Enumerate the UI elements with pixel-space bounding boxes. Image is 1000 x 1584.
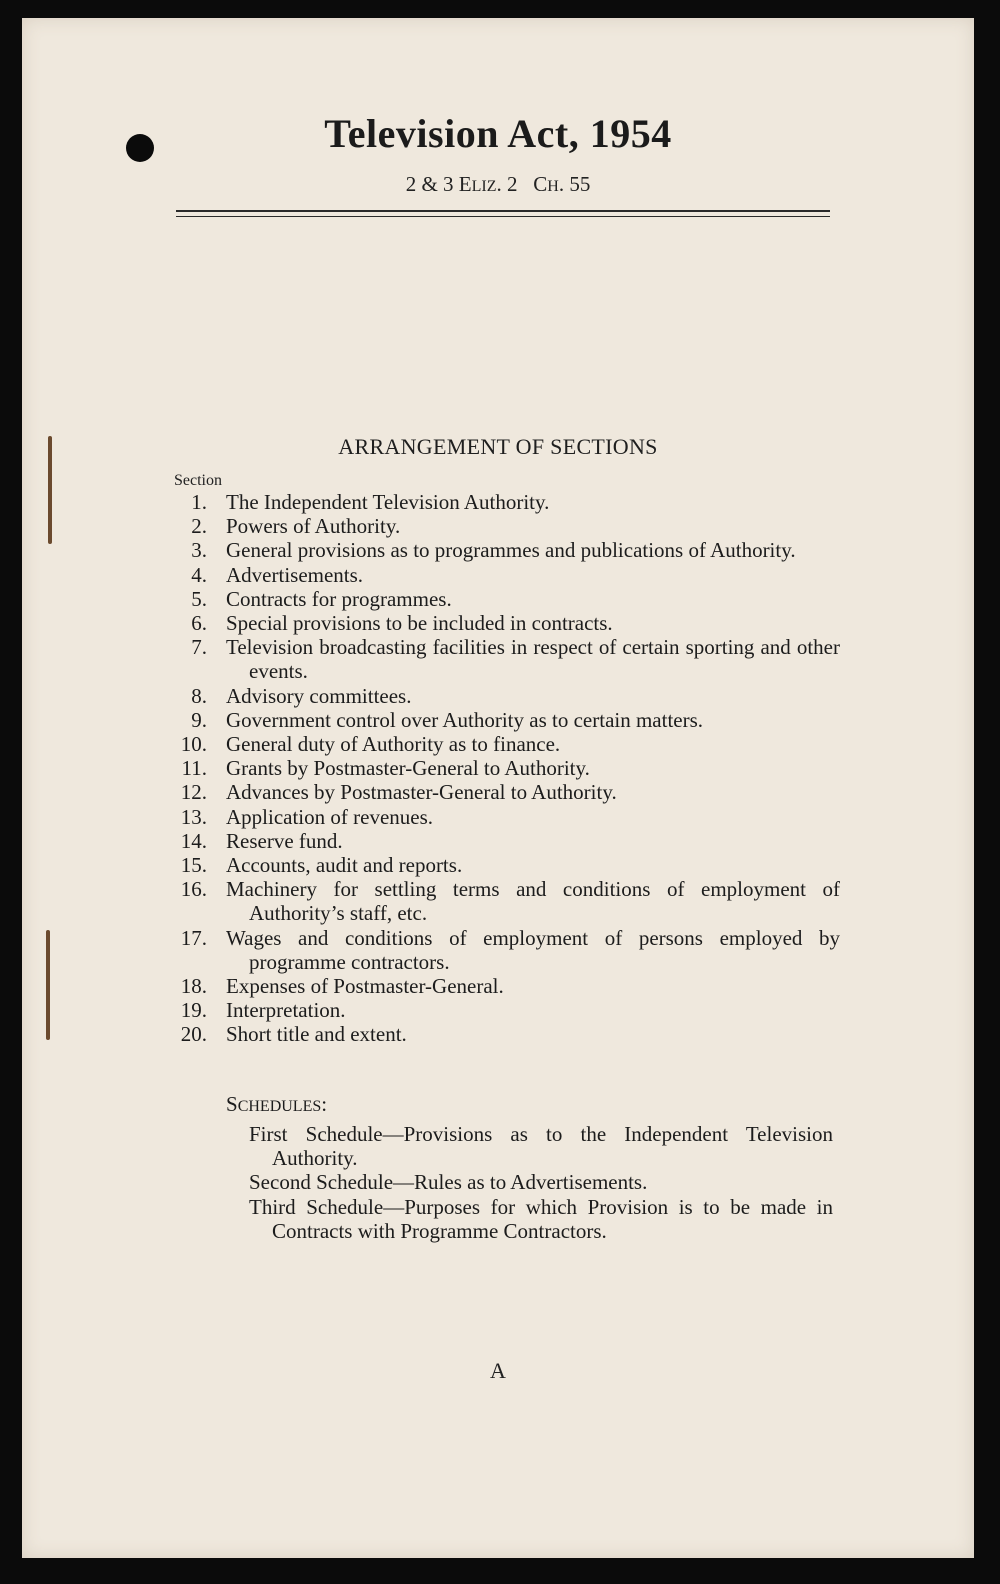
section-number: 2.	[191, 514, 207, 539]
section-title: Advisory committees.	[226, 683, 412, 708]
schedule-entry: Third Schedule—Purposes for which Provision is to be made in Contracts with Programme Contractors.	[249, 1194, 833, 1243]
section-number: 14.	[180, 828, 207, 853]
section-entry	[172, 587, 840, 611]
citation-part: H	[547, 178, 559, 195]
section-number: 11.	[181, 756, 207, 781]
section-title: Accounts, audit and reports.	[226, 853, 463, 878]
schedules-heading-part: CHEDULES	[237, 1098, 322, 1115]
section-title: General duty of Authority as to finance.	[226, 732, 561, 757]
section-entry	[172, 805, 840, 829]
title-rule	[176, 216, 830, 217]
schedules-heading-part: S	[226, 1092, 238, 1116]
citation-part: . 55	[558, 172, 591, 196]
citation-part: 2 & 3 E	[405, 172, 472, 196]
section-title: Special provisions to be included in contracts.	[226, 611, 613, 636]
section-entry	[172, 611, 840, 635]
section-entry	[172, 708, 840, 732]
section-title: Contracts for programmes.	[226, 586, 452, 611]
section-number: 8.	[191, 683, 207, 708]
schedules-heading-part: :	[321, 1092, 328, 1116]
document-title: Television Act, 1954	[324, 111, 672, 156]
section-entry	[172, 635, 840, 683]
section-title: Government control over Authority as to certain matters.	[226, 707, 704, 732]
section-entry	[172, 974, 840, 998]
schedules-list	[249, 1122, 833, 1243]
section-title: Advertisements.	[226, 562, 364, 587]
section-number: 7.	[191, 635, 207, 660]
citation-part: . 2 C	[496, 172, 548, 196]
citation-part: LIZ	[471, 178, 497, 195]
section-entry	[172, 998, 840, 1022]
title-rule	[176, 210, 830, 212]
staple-mark-bottom	[46, 930, 50, 1040]
section-entry	[172, 853, 840, 877]
section-number: 16.	[180, 877, 207, 902]
section-number: 12.	[180, 780, 207, 805]
schedules-heading	[226, 1092, 327, 1117]
sections-list	[172, 490, 840, 1047]
section-number: 13.	[180, 804, 207, 829]
section-title: The Independent Television Authority.	[226, 490, 550, 514]
section-number: 17.	[180, 925, 207, 950]
document-page	[22, 18, 974, 1558]
section-entry	[172, 563, 840, 587]
section-number: 15.	[180, 853, 207, 878]
section-number: 10.	[180, 732, 207, 757]
page-folio: A	[490, 1358, 506, 1383]
arrangement-heading: ARRANGEMENT OF SECTIONS	[338, 434, 658, 459]
section-entry	[172, 490, 840, 514]
section-number: 4.	[191, 562, 207, 587]
section-entry	[172, 780, 840, 804]
schedule-entry: Second Schedule—Rules as to Advertisements.	[249, 1170, 648, 1195]
section-title: Powers of Authority.	[226, 514, 401, 539]
section-entry	[172, 538, 840, 562]
section-number: 18.	[180, 974, 207, 999]
section-entry	[172, 756, 840, 780]
section-number: 3.	[191, 538, 207, 563]
section-title: Machinery for settling terms and conditions of employment of Authority’s staff, etc.	[226, 877, 840, 926]
section-title: Advances by Postmaster-General to Authority.	[226, 780, 617, 805]
section-number: 9.	[191, 707, 207, 732]
section-entry	[172, 1022, 840, 1046]
section-title: Application of revenues.	[226, 804, 434, 829]
section-number: 19.	[180, 998, 207, 1023]
section-title: General provisions as to programmes and publications of Authority.	[226, 538, 796, 563]
section-title: Wages and conditions of employment of persons employed by programme contractors.	[226, 925, 840, 974]
section-entry	[172, 732, 840, 756]
section-title: Grants by Postmaster-General to Authority.	[226, 756, 590, 781]
section-title: Television broadcasting facilities in respect of certain sporting and other events.	[226, 635, 840, 684]
section-number: 6.	[191, 611, 207, 636]
document-citation	[22, 172, 974, 197]
section-column-label: Section	[174, 472, 222, 489]
section-number: 20.	[180, 1022, 207, 1047]
section-title: Interpretation.	[226, 998, 346, 1023]
section-title: Reserve fund.	[226, 828, 343, 853]
section-entry	[172, 829, 840, 853]
section-number: 1.	[191, 490, 207, 514]
section-entry	[172, 926, 840, 974]
section-title: Short title and extent.	[226, 1022, 407, 1047]
section-entry	[172, 514, 840, 538]
section-entry	[172, 684, 840, 708]
section-title: Expenses of Postmaster-General.	[226, 974, 504, 999]
section-entry	[172, 877, 840, 925]
section-number: 5.	[191, 586, 207, 611]
schedule-entry: First Schedule—Provisions as to the Independent Television Authority.	[249, 1122, 833, 1171]
